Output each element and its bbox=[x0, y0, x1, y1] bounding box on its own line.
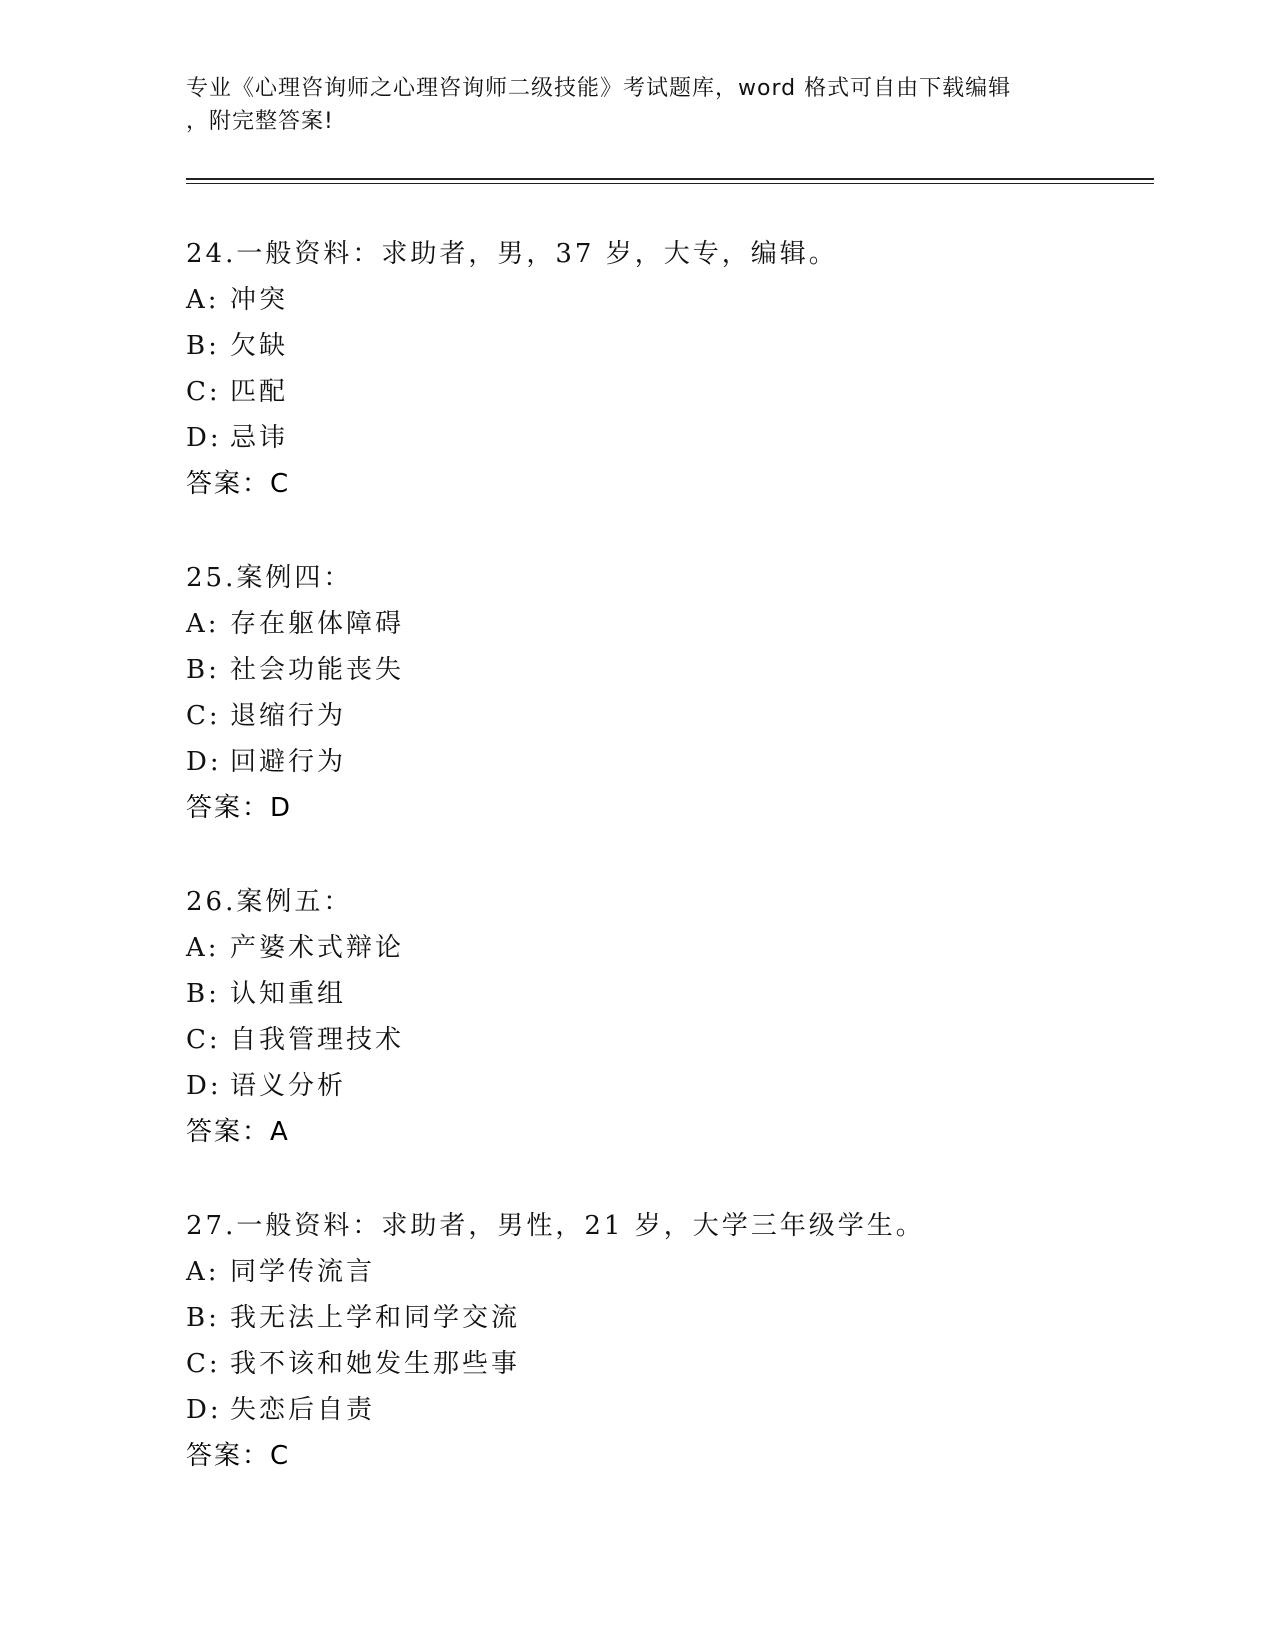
answer-line: 答案：D bbox=[186, 793, 293, 823]
question-25 bbox=[186, 555, 1146, 831]
option-d bbox=[186, 1387, 1146, 1433]
option-text: 匹配 bbox=[230, 377, 289, 407]
header-line-2: ，附完整答案! bbox=[186, 109, 334, 134]
option-label: D: bbox=[186, 1071, 222, 1101]
option-label: C: bbox=[186, 701, 221, 731]
option-d bbox=[186, 739, 1146, 785]
option-c bbox=[186, 693, 1146, 739]
option-a bbox=[186, 277, 1146, 323]
option-text: 失恋后自责 bbox=[230, 1395, 376, 1425]
option-text: 社会功能丧失 bbox=[230, 655, 405, 685]
option-c bbox=[186, 369, 1146, 415]
option-text: 自我管理技术 bbox=[230, 1025, 405, 1055]
option-text: 退缩行为 bbox=[230, 701, 347, 731]
option-label: C: bbox=[186, 1025, 221, 1055]
option-text: 存在躯体障碍 bbox=[230, 609, 405, 639]
option-label: A: bbox=[186, 285, 220, 315]
document-header bbox=[186, 72, 1086, 138]
option-text: 回避行为 bbox=[230, 747, 347, 777]
option-a bbox=[186, 601, 1146, 647]
option-label: D: bbox=[186, 423, 222, 453]
header-divider-thin bbox=[186, 183, 1154, 184]
option-c bbox=[186, 1017, 1146, 1063]
option-label: B: bbox=[186, 979, 220, 1009]
question-26 bbox=[186, 879, 1146, 1155]
option-text: 欠缺 bbox=[230, 331, 289, 361]
option-b bbox=[186, 323, 1146, 369]
option-label: B: bbox=[186, 1303, 220, 1333]
option-text: 我不该和她发生那些事 bbox=[230, 1349, 521, 1379]
question-27 bbox=[186, 1203, 1146, 1479]
option-b bbox=[186, 971, 1146, 1017]
question-stem: 26.案例五： bbox=[186, 887, 353, 917]
option-d bbox=[186, 1063, 1146, 1109]
option-d bbox=[186, 415, 1146, 461]
option-text: 忌讳 bbox=[230, 423, 289, 453]
option-label: A: bbox=[186, 609, 220, 639]
option-b bbox=[186, 647, 1146, 693]
header-line-1: 专业《心理咨询师之心理咨询师二级技能》考试题库，word 格式可自由下载编辑 bbox=[186, 76, 1012, 101]
option-a bbox=[186, 925, 1146, 971]
option-text: 认知重组 bbox=[230, 979, 347, 1009]
header-divider-thick bbox=[186, 178, 1154, 180]
option-label: A: bbox=[186, 1257, 220, 1287]
option-label: C: bbox=[186, 377, 221, 407]
option-text: 同学传流言 bbox=[230, 1257, 376, 1287]
answer-line: 答案：C bbox=[186, 469, 291, 499]
option-label: C: bbox=[186, 1349, 221, 1379]
question-stem: 27.一般资料：求助者，男性，21 岁，大学三年级学生。 bbox=[186, 1211, 925, 1241]
question-stem: 25.案例四： bbox=[186, 563, 353, 593]
option-text: 语义分析 bbox=[230, 1071, 347, 1101]
question-list bbox=[186, 231, 1146, 1527]
option-text: 我无法上学和同学交流 bbox=[230, 1303, 521, 1333]
question-stem: 24.一般资料：求助者，男，37 岁，大专，编辑。 bbox=[186, 239, 838, 269]
option-text: 冲突 bbox=[230, 285, 289, 315]
option-label: D: bbox=[186, 1395, 222, 1425]
option-label: A: bbox=[186, 933, 220, 963]
answer-line: 答案：C bbox=[186, 1441, 291, 1471]
option-b bbox=[186, 1295, 1146, 1341]
option-label: D: bbox=[186, 747, 222, 777]
answer-line: 答案：A bbox=[186, 1117, 290, 1147]
option-a bbox=[186, 1249, 1146, 1295]
option-text: 产婆术式辩论 bbox=[230, 933, 405, 963]
question-24 bbox=[186, 231, 1146, 507]
option-label: B: bbox=[186, 331, 220, 361]
option-c bbox=[186, 1341, 1146, 1387]
option-label: B: bbox=[186, 655, 220, 685]
